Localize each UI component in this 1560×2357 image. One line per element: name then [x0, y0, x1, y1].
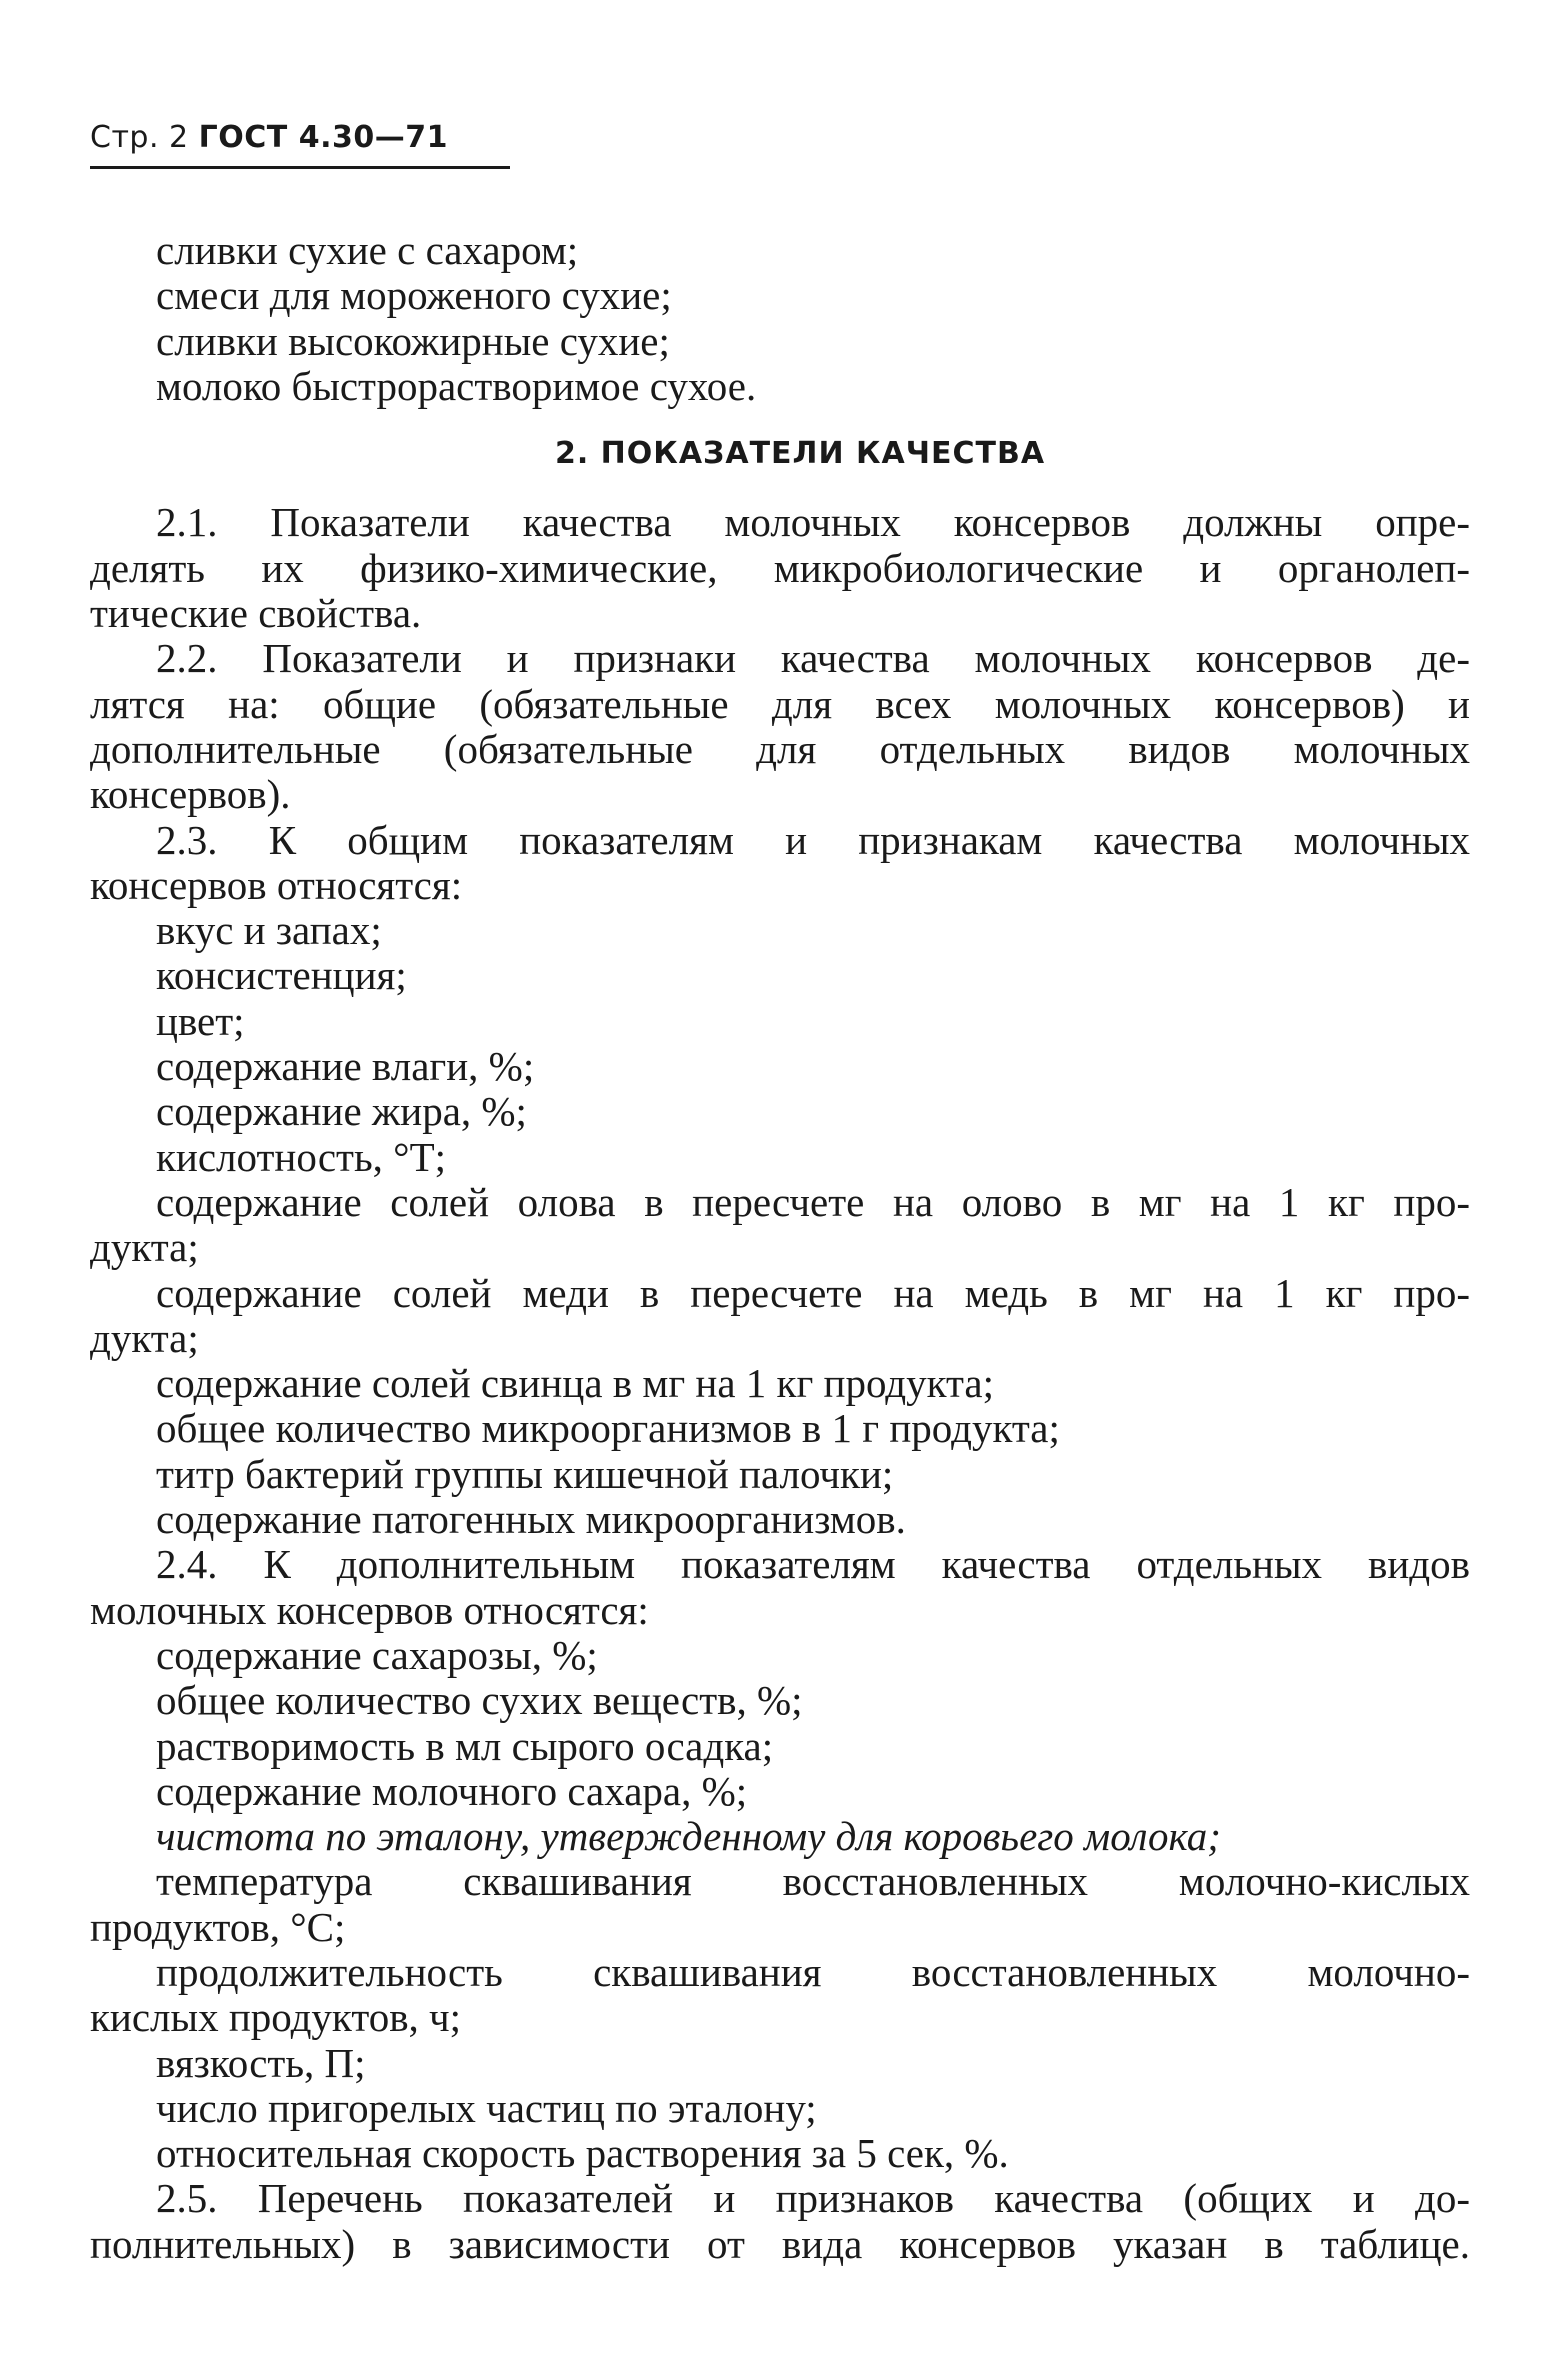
text-line: температура сквашивания восстановленных молочно-кислых: [156, 1859, 1470, 1905]
text-line: лятся на: общие (обязательные для всех молочных консервов) и: [90, 681, 1470, 727]
text-line: чистота по эталону, утвержденному для коровьего молока;: [156, 1813, 1221, 1860]
text-line: кислых продуктов, ч;: [90, 1994, 462, 2041]
text-line: общее количество сухих веществ, %;: [156, 1677, 803, 1724]
text-line: вязкость, П;: [156, 2039, 366, 2086]
intro-list: [90, 228, 1470, 409]
text-line: вкус и запах;: [156, 907, 382, 954]
text-line: растворимость в мл сырого осадка;: [156, 1722, 774, 1769]
text-line: 2.5. Перечень показателей и признаков качества (общих и до-: [156, 2176, 1470, 2222]
standard-number: ГОСТ 4.30—71: [198, 120, 448, 155]
text-line: содержание жира, %;: [156, 1088, 527, 1135]
header-text: [90, 118, 510, 158]
text-line: 2.1. Показатели качества молочных консервов должны опре-: [156, 500, 1470, 546]
text-line: содержание молочного сахара, %;: [156, 1767, 748, 1814]
text-line: продолжительность сквашивания восстановленных молочно-: [156, 1949, 1470, 1995]
text-line: кислотность, °Т;: [156, 1133, 447, 1180]
list-item: смеси для мороженого сухие;: [156, 272, 672, 319]
text-line: 2.2. Показатели и признаки качества молочных консервов де-: [156, 636, 1470, 682]
text-line: дополнительные (обязательные для отдельных видов молочных: [90, 726, 1470, 772]
section-title: 2. ПОКАЗАТЕЛИ КАЧЕСТВА: [554, 436, 1046, 472]
text-line: 2.3. К общим показателям и признакам качества молочных: [156, 817, 1470, 863]
document-body: [90, 228, 1470, 2267]
text-line: полнительных) в зависимости от вида консервов указан в таблице.: [90, 2221, 1470, 2267]
text-line: дукта;: [90, 1224, 199, 1271]
page-header: [90, 118, 510, 169]
text-line: делять их физико-химические, микробиологические и органолеп-: [90, 545, 1470, 591]
page-number: Стр. 2: [90, 120, 189, 155]
text-line: число пригорелых частиц по эталону;: [156, 2084, 817, 2131]
text-line: относительная скорость растворения за 5 сек, %.: [156, 2130, 1009, 2177]
text-line: продуктов, °С;: [90, 1903, 346, 1950]
text-line: цвет;: [156, 997, 245, 1044]
text-line: тические свойства.: [90, 590, 422, 637]
text-line: консервов относятся:: [90, 861, 463, 908]
text-line: содержание солей свинца в мг на 1 кг продукта;: [156, 1360, 995, 1407]
text-line: титр бактерий группы кишечной палочки;: [156, 1450, 894, 1497]
list-item: сливки сухие с сахаром;: [156, 227, 579, 273]
text-line: содержание солей меди в пересчете на медь в мг на 1 кг про-: [156, 1270, 1470, 1316]
text-line: содержание влаги, %;: [156, 1043, 535, 1090]
text-line: дукта;: [90, 1314, 199, 1361]
section-text: [90, 500, 1470, 2267]
text-line: содержание сахарозы, %;: [156, 1631, 598, 1678]
text-line: содержание патогенных микроорганизмов.: [156, 1496, 906, 1543]
text-line: содержание солей олова в пересчете на олово в мг на 1 кг про-: [156, 1179, 1470, 1225]
list-item: молоко быстрорастворимое сухое.: [156, 362, 757, 409]
text-line: 2.4. К дополнительным показателям качества отдельных видов: [156, 1542, 1470, 1588]
list-item: сливки высокожирные сухие;: [156, 317, 670, 364]
text-line: консистенция;: [156, 952, 407, 999]
header-rule: [90, 166, 510, 169]
text-line: молочных консервов относятся:: [90, 1586, 649, 1633]
text-line: общее количество микроорганизмов в 1 г продукта;: [156, 1405, 1060, 1452]
text-line: консервов).: [90, 771, 291, 818]
